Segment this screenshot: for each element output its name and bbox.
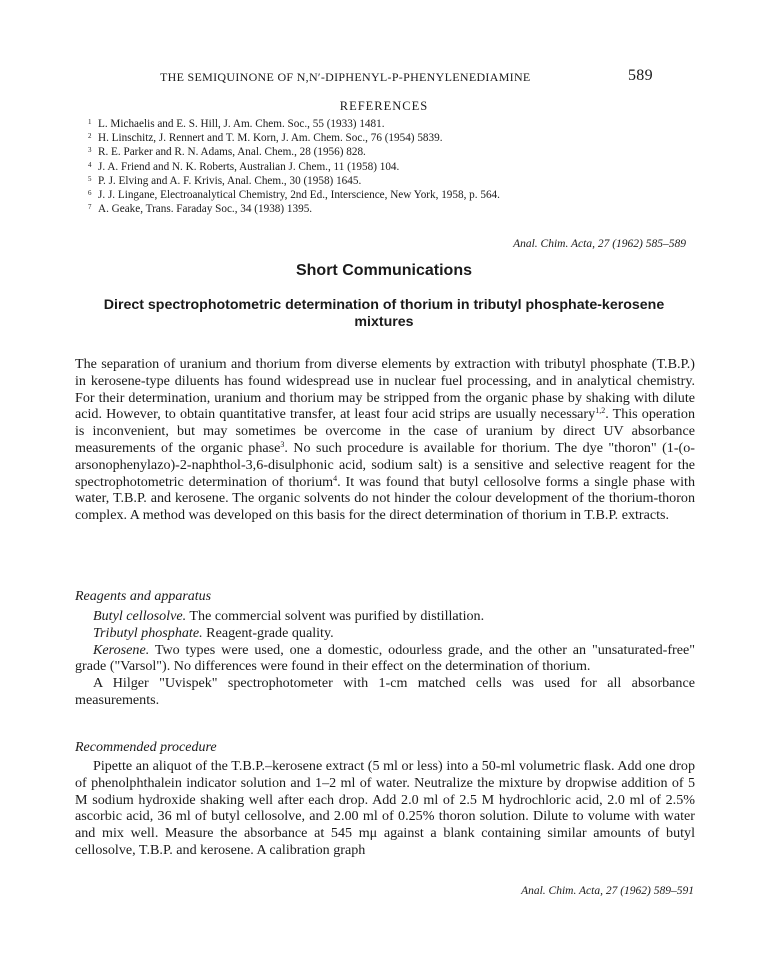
reagents-section — [75, 608, 695, 709]
reference-item: $^2$ H. Linschitz, J. Rennert and T. M. Korn, J. Am. Chem. Soc., 76 (1954) 5839. — [88, 132, 443, 145]
procedure-section — [75, 758, 695, 859]
apparatus-item: A Hilger "Uvispek" spectrophotometer with 1-cm matched cells was used for all absorbance measurements. — [75, 675, 695, 708]
intro-paragraph: The separation of uranium and thorium from diverse elements by extraction with tributyl phosphate (T.B.P.) in kerosene-type diluents has found widespread use in nuclear fuel processing, and in analytical chemistry. For their determination, uranium and thorium may be stripped from the organic phase by shaking with dilute acid. However, to obtain quantitative transfer, at least four acid strips are usually necessary$^{1,2}$. This operation is inconvenient, but may sometimes be overcome in the case of uranium by direct UV absorbance measurements of the organic phase$^3$. No such procedure is available for thorium. The dye "thoron" (1-(o-arsonophenylazo)-2-naphthol-3,6-disulphonic acid, sodium salt) is a sensitive and selective reagent for the spectrophotometric determination of thorium$^4$. It was found that butyl cellosolve forms a single phase with water, T.B.P. and kerosene. The organic solvents do not hinder the colour development of the thorium-thoron complex. A method was developed on this basis for the direct determination of thorium in T.B.P. extracts. — [75, 356, 695, 524]
reference-item: $^6$ J. J. Lingane, Electroanalytical Chemistry, 2nd Ed., Interscience, New York, 1958, p. 564. — [88, 189, 500, 202]
page-number: 589 — [628, 67, 653, 84]
running-title: THE SEMIQUINONE OF N,N′-DIPHENYL-P-PHENYLENEDIAMINE — [160, 70, 531, 84]
reference-item: $^3$ R. E. Parker and R. N. Adams, Anal. Chem., 28 (1956) 828. — [88, 146, 366, 159]
journal-citation: Anal. Chim. Acta, 27 (1962) 585–589 — [513, 238, 686, 250]
procedure-text: Pipette an aliquot of the T.B.P.–kerosene extract (5 ml or less) into a 50-ml volumetric flask. Add one drop of phenolphthalein indicator solution and 1–2 ml of water. Neutralize the mixture by dropwise addition of 5 M sodium hydroxide shaking well after each drop. Add 2.0 ml of 2.5 M hydrochloric acid, 2.0 ml of 2.5% ascorbic acid, 36 ml of butyl cellosolve, and 2.00 ml of 0.25% thoron solution. Dilute to volume with water and mix well. Measure the absorbance at 545 mμ against a blank containing similar amounts of butyl cellosolve, T.B.P. and kerosene. A calibration graph — [75, 758, 695, 858]
reagent-item: Tributyl phosphate. Reagent-grade quality. — [93, 624, 334, 641]
section-title: Short Communications — [295, 262, 472, 279]
citation-marker: 3 — [280, 439, 285, 449]
reference-list — [88, 116, 708, 215]
procedure-heading: Recommended procedure — [75, 740, 217, 755]
citation-marker: 4 — [333, 473, 338, 483]
references-heading: REFERENCES — [339, 99, 429, 113]
reference-item: $^1$ L. Michaelis and E. S. Hill, J. Am. Chem. Soc., 55 (1933) 1481. — [88, 118, 385, 130]
article-title: Direct spectrophotometric determination of thorium in tributyl phosphate-kerosene mixtures — [103, 297, 665, 330]
reagent-item: Kerosene. Two types were used, one a domestic, odourless grade, and the other an "unsaturated-free" grade ("Varsol"). No differences were found in their effect on the determination of thorium. — [75, 641, 695, 675]
reagent-item: Butyl cellosolve. The commercial solvent was purified by distillation. — [93, 608, 485, 624]
reference-item: $^5$ P. J. Elving and A. F. Krivis, Anal. Chem., 30 (1958) 1645. — [88, 174, 362, 187]
reference-item: $^7$ A. Geake, Trans. Faraday Soc., 34 (1938) 1395. — [88, 203, 313, 216]
article-citation: Anal. Chim. Acta, 27 (1962) 589–591 — [521, 885, 694, 897]
citation-marker: 1,2 — [595, 406, 606, 416]
reference-item: $^4$ J. A. Friend and N. K. Roberts, Australian J. Chem., 11 (1958) 104. — [88, 160, 400, 173]
reagents-heading: Reagents and apparatus — [75, 589, 212, 604]
